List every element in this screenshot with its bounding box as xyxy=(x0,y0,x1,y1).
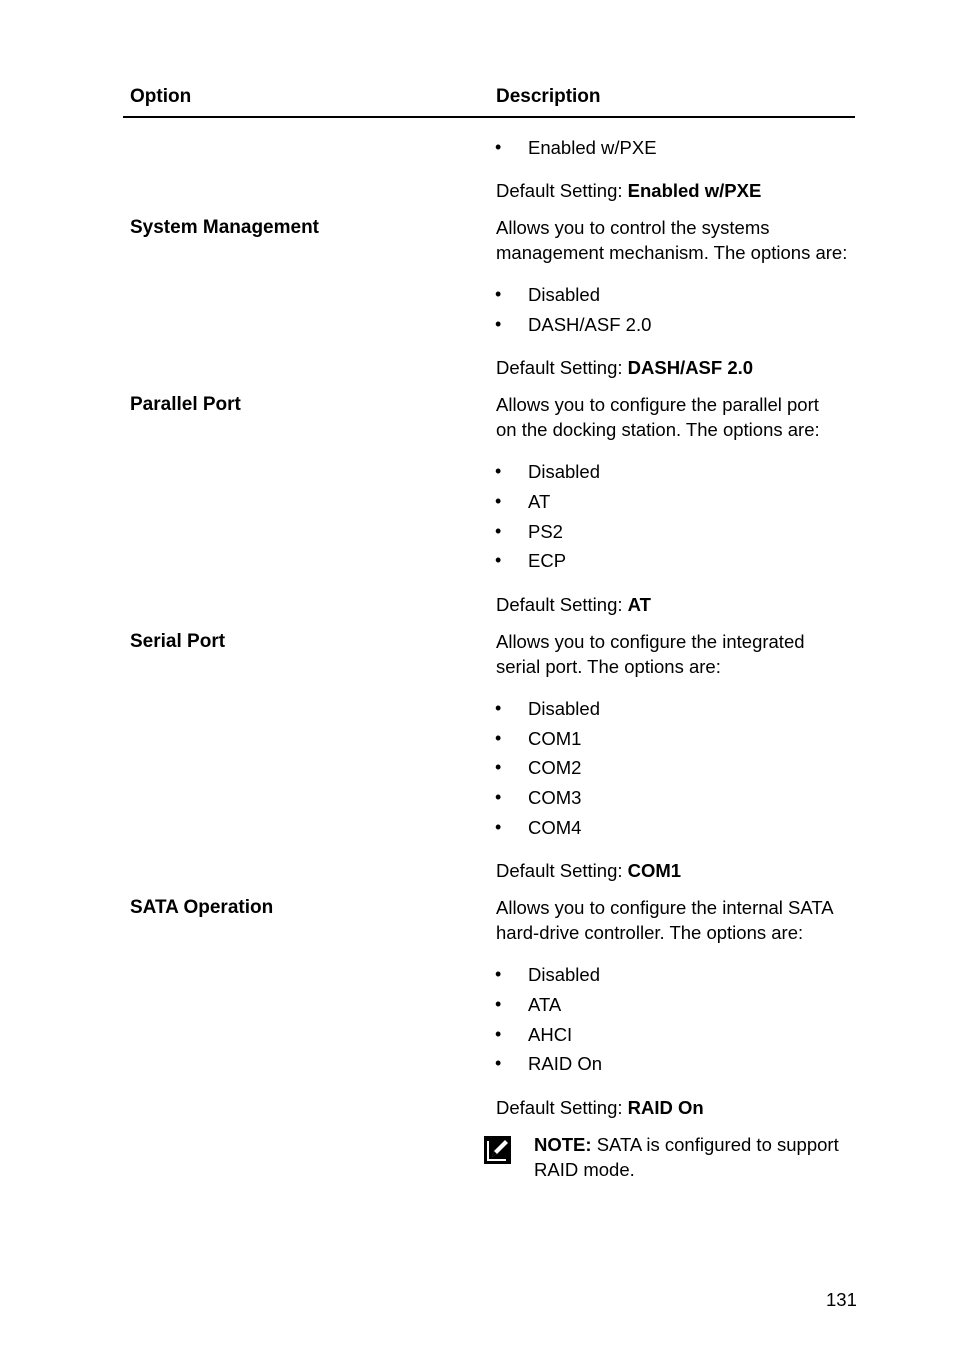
default-setting xyxy=(496,859,681,884)
bullet: • xyxy=(495,137,502,157)
bullet: • xyxy=(495,491,502,511)
option-item: Enabled w/PXE xyxy=(528,137,657,158)
option-item: COM2 xyxy=(528,757,582,778)
note-pencil-icon xyxy=(484,1136,511,1164)
default-value: COM1 xyxy=(627,860,682,881)
option-item: PS2 xyxy=(528,521,563,542)
description-line: management mechanism. The options are: xyxy=(496,241,848,263)
option-item: AHCI xyxy=(528,1024,573,1045)
default-label: Default Setting: xyxy=(496,594,623,615)
bullet: • xyxy=(495,314,502,334)
option-name: SATA Operation xyxy=(130,897,274,918)
option-item: COM1 xyxy=(528,728,582,749)
bullet: • xyxy=(495,994,502,1014)
option-item: COM4 xyxy=(528,817,582,838)
bullet: • xyxy=(495,757,502,777)
description-line: Allows you to control the systems xyxy=(496,217,770,238)
bullet: • xyxy=(495,698,502,718)
bullet: • xyxy=(495,521,502,541)
default-label: Default Setting: xyxy=(496,357,623,378)
default-setting xyxy=(496,593,651,618)
option-item: COM3 xyxy=(528,787,582,808)
description-line: on the docking station. The options are: xyxy=(496,418,820,440)
header-rule xyxy=(123,116,855,118)
option-item: DASH/ASF 2.0 xyxy=(528,314,652,335)
column-header-description: Description xyxy=(496,86,601,107)
bullet: • xyxy=(495,550,502,570)
option-description xyxy=(496,216,847,265)
note-line xyxy=(534,1133,839,1158)
default-value: Enabled w/PXE xyxy=(627,180,762,201)
bullet: • xyxy=(495,964,502,984)
description-line: Allows you to configure the parallel port xyxy=(496,394,819,415)
option-item: Disabled xyxy=(528,461,600,482)
option-description xyxy=(496,896,834,945)
note-body: SATA is configured to support xyxy=(596,1134,839,1155)
option-item: Disabled xyxy=(528,284,600,305)
option-item: ATA xyxy=(528,994,562,1015)
bullet: • xyxy=(495,787,502,807)
default-setting xyxy=(496,356,753,381)
option-item: ECP xyxy=(528,550,567,571)
bullet: • xyxy=(495,284,502,304)
note-label: NOTE: xyxy=(534,1134,592,1155)
option-item: AT xyxy=(528,491,551,512)
bullet: • xyxy=(495,1024,502,1044)
bullet: • xyxy=(495,817,502,837)
note-text xyxy=(534,1133,839,1182)
description-line: Allows you to configure the integrated xyxy=(496,631,805,652)
default-setting xyxy=(496,1096,704,1121)
default-label: Default Setting: xyxy=(496,860,623,881)
column-header-option: Option xyxy=(130,86,192,107)
note-line: RAID mode. xyxy=(534,1158,635,1180)
bullet: • xyxy=(495,728,502,748)
default-value: DASH/ASF 2.0 xyxy=(627,357,754,378)
option-name: Serial Port xyxy=(130,631,226,652)
option-description xyxy=(496,393,820,442)
bullet: • xyxy=(495,461,502,481)
option-item: RAID On xyxy=(528,1053,603,1074)
bullet: • xyxy=(495,1053,502,1073)
default-label: Default Setting: xyxy=(496,180,623,201)
description-line: hard-drive controller. The options are: xyxy=(496,921,804,943)
option-item: Disabled xyxy=(528,698,600,719)
option-name: System Management xyxy=(130,217,320,238)
option-name: Parallel Port xyxy=(130,394,241,415)
page-number: 131 xyxy=(826,1289,857,1310)
option-item: Disabled xyxy=(528,964,600,985)
option-description xyxy=(496,630,805,679)
default-label: Default Setting: xyxy=(496,1097,623,1118)
default-value: AT xyxy=(627,594,651,615)
description-line: serial port. The options are: xyxy=(496,655,721,677)
default-setting xyxy=(496,179,761,204)
description-line: Allows you to configure the internal SATA xyxy=(496,897,834,918)
default-value: RAID On xyxy=(627,1097,704,1118)
